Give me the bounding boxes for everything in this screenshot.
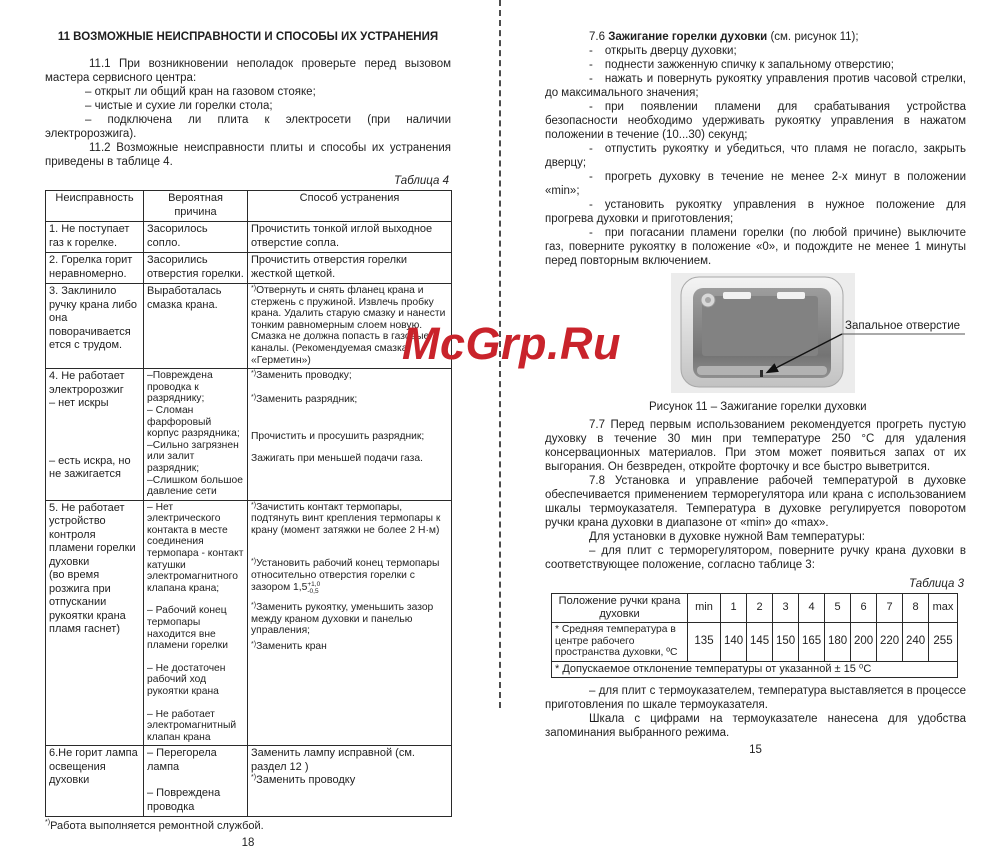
- table-cell: 6.Не горит лампа освещения духовки: [46, 746, 144, 817]
- table-footnote: *)Работа выполняется ремонтной службой.: [45, 819, 264, 833]
- column-header: Неисправность: [46, 191, 144, 222]
- temp-value: 145: [747, 623, 773, 662]
- table-cell: 5. Не работает устройство контроля пламени горелки духовки (во время розжига при отпускании рукоятки крана пламя гаснет): [46, 500, 144, 746]
- right-page: [545, 30, 966, 757]
- list-item: - отпустить рукоятку и убедиться, что пламя не погасло, закрыть дверцу;: [545, 143, 966, 169]
- paragraph: Шкала с цифрами на термоуказателе нанесена для удобства запоминания выбранного режима.: [545, 713, 966, 739]
- figure-label: Запальное отверстие: [845, 320, 961, 332]
- row-label: * Средняя температура в центре рабочего пространства духовки, ºС: [552, 623, 688, 662]
- column-header: Положение ручки крана духовки: [552, 594, 688, 623]
- table-note-row: [552, 661, 958, 678]
- temp-value: 200: [851, 623, 877, 662]
- table-row: [46, 369, 452, 501]
- list-item: - нажать и повернуть рукоятку управления против часовой стрелки, до максимального значения;: [545, 73, 966, 99]
- list-item: – подключена ли плита к электросети (при наличии электророзжига).: [45, 114, 451, 140]
- column-header: 6: [851, 594, 877, 623]
- paragraph: 7.7 Перед первым использованием рекомендуется прогреть пустую духовку в течение 30 мин при температуре 250 °С для удаления консервационных материалов. При этом может появиться запах от их выгорания. Он безвреден, откройте форточку и все быстро выветрится.: [545, 419, 966, 473]
- table-cell: – Нет электрического контакта в месте соединения термопара - контакт катушки электромагнитного клапана крана; – Рабочий конец термопары находится вне пламени горелки – Не достаточен рабочий ход рукоятки крана – Не работает электромагнитный клапан крана: [144, 500, 248, 746]
- table-cell: 4. Не работает электророзжиг – нет искры – есть искра, но не зажигается: [46, 369, 144, 501]
- vent-slot: [777, 292, 805, 299]
- list-item: – для плит с терморегулятором, поверните ручку крана духовки в соответствующее положение, согласно таблице 3:: [545, 545, 966, 571]
- temp-value: 140: [721, 623, 747, 662]
- figure-caption: Рисунок 11 – Зажигание горелки духовки: [649, 401, 867, 413]
- column-header: Способ устранения: [248, 191, 452, 222]
- table-cell: 3. Заклинило ручку крана либо она поворачивается ется с трудом.: [46, 284, 144, 369]
- troubleshooting-table: [45, 190, 452, 817]
- section-heading: 7.6 Зажигание горелки духовки (см. рисунок 11);: [589, 31, 859, 43]
- list-item: - установить рукоятку управления в нужное положение для прогрева духовки и приготовления;: [545, 199, 966, 225]
- table-row: [46, 284, 452, 369]
- list-item: - открыть дверцу духовки;: [589, 45, 737, 57]
- list-item: - при погасании пламени горелки (по любой причине) выключите газ, поверните рукоятку в положение «0», и подождите не менее 1 минуты перед повторным включением.: [545, 227, 966, 267]
- page-number: 18: [241, 837, 255, 850]
- temp-value: 135: [688, 623, 721, 662]
- temperature-table: [551, 593, 958, 678]
- table-cell: Засорились отверстия горелки.: [144, 253, 248, 284]
- temp-value: 220: [877, 623, 903, 662]
- table-cell: 2. Горелка горит неравномерно.: [46, 253, 144, 284]
- column-header: Вероятная причина: [144, 191, 248, 222]
- temp-value: 150: [773, 623, 799, 662]
- column-header: 1: [721, 594, 747, 623]
- oven-back-wall: [702, 296, 818, 356]
- table-cell: Прочистить отверстия горелки жесткой щеткой.: [248, 253, 452, 284]
- watermark: McGrp.Ru: [402, 318, 622, 369]
- column-header: max: [929, 594, 958, 623]
- page-number: 15: [749, 744, 762, 756]
- temp-value: 165: [799, 623, 825, 662]
- list-item: – чистые и сухие ли горелки стола;: [85, 100, 273, 112]
- column-header: 2: [747, 594, 773, 623]
- table-cell: Прочистить тонкой иглой выходное отверстие сопла.: [248, 222, 452, 253]
- column-header: min: [688, 594, 721, 623]
- list-item: – открыт ли общий кран на газовом стояке;: [85, 86, 316, 98]
- table-header-row: [552, 594, 958, 623]
- table-row: [46, 746, 452, 817]
- left-page: [45, 30, 451, 850]
- tolerance-stack: +1,0 -0,5: [307, 581, 321, 595]
- table-row: [46, 500, 452, 746]
- paragraph: 11.2 Возможные неисправности плиты и способы их устранения приведены в таблице 4.: [45, 142, 451, 168]
- paragraph: 7.8 Установка и управление рабочей температурой в духовке обеспечивается применением терморегулятора или крана с использованием шкалы термоуказателя. Температура в духовке регулируется поворотом ручки крана духовки в диапазоне от «min» до «max».: [545, 475, 966, 529]
- column-header: 5: [825, 594, 851, 623]
- table-caption: Таблица 4: [394, 175, 449, 187]
- ignition-hole: [760, 370, 763, 377]
- table-cell: Засорилось сопло.: [144, 222, 248, 253]
- table-cell: Выработалась смазка крана.: [144, 284, 248, 369]
- list-item: – для плит с термоуказателем, температура выставляется в процессе приготовления по шкале термоуказателя.: [545, 685, 966, 711]
- table-cell: 1. Не поступает газ к горелке.: [46, 222, 144, 253]
- column-header: 4: [799, 594, 825, 623]
- table-header-row: [46, 191, 452, 222]
- temp-value: 240: [903, 623, 929, 662]
- table-cell: – Перегорела лампа – Повреждена проводка: [144, 746, 248, 817]
- paragraph: Для установки в духовке нужной Вам температуры:: [589, 531, 865, 543]
- column-header: 3: [773, 594, 799, 623]
- table-cell: *)Отвернуть и снять фланец крана и стержень с пружиной. Извлечь пробку крана. Удалить старую смазку и нанести тонким равномерным слоем новую. Смазка не должна попасть в газовые каналы. (Рекомендуемая смазка «Герметин»): [248, 284, 452, 369]
- vent-slot: [723, 292, 751, 299]
- oven-illustration: [545, 273, 966, 395]
- table-row: [46, 222, 452, 253]
- table-row: [46, 253, 452, 284]
- list-item: - поднести зажженную спичку к запальному отверстию;: [589, 59, 894, 71]
- table-caption: Таблица 3: [909, 578, 964, 590]
- list-item: - при появлении пламени для срабатывания устройства безопасности необходимо удерживать рукоятку управления в нажатом положении в течение (10...30) секунд;: [545, 101, 966, 141]
- table-note: * Допускаемое отклонение температуры от указанной ± 15 ⁰С: [552, 661, 958, 678]
- paragraph: 11.1 При возникновении неполадок проверьте перед вызовом мастера сервисного центра:: [45, 58, 451, 84]
- temp-value: 180: [825, 623, 851, 662]
- temp-value: 255: [929, 623, 958, 662]
- table-cell: *)Заменить проводку; *)Заменить разрядник; Прочистить и просушить разрядник; Зажигать при меньшей подачи газа.: [248, 369, 452, 501]
- table-cell: Заменить лампу исправной (см. раздел 12 ) *)Заменить проводку: [248, 746, 452, 817]
- figure-oven-ignition: [545, 273, 966, 414]
- table-cell: *)Зачистить контакт термопары, подтянуть винт крепления термопары к крану (момент затяжки не более 2 Н·м) *)Установить рабочий конец термопары относительно отверстия горелки с зазором 1,5 +1,0 -0,5 *)Заменить рукоятку, уменьшить зазор между краном духовки и панелью управления; *)Заменить кран: [248, 500, 452, 746]
- table-cell: –Повреждена проводка к разряднику; – Сломан фарфоровый корпус разрядника; –Сильно загрязнен или залит разрядник; –Слишком большое давление сети: [144, 369, 248, 501]
- page-fold-dashed-line: [499, 0, 501, 708]
- section-title: 11 ВОЗМОЖНЫЕ НЕИСПРАВНОСТИ И СПОСОБЫ ИХ УСТРАНЕНИЯ: [57, 31, 439, 43]
- column-header: 7: [877, 594, 903, 623]
- table-row: [552, 623, 958, 662]
- list-item: - прогреть духовку в течение не менее 2-х минут в положении «min»;: [545, 171, 966, 197]
- lamp-center: [705, 297, 711, 303]
- column-header: 8: [903, 594, 929, 623]
